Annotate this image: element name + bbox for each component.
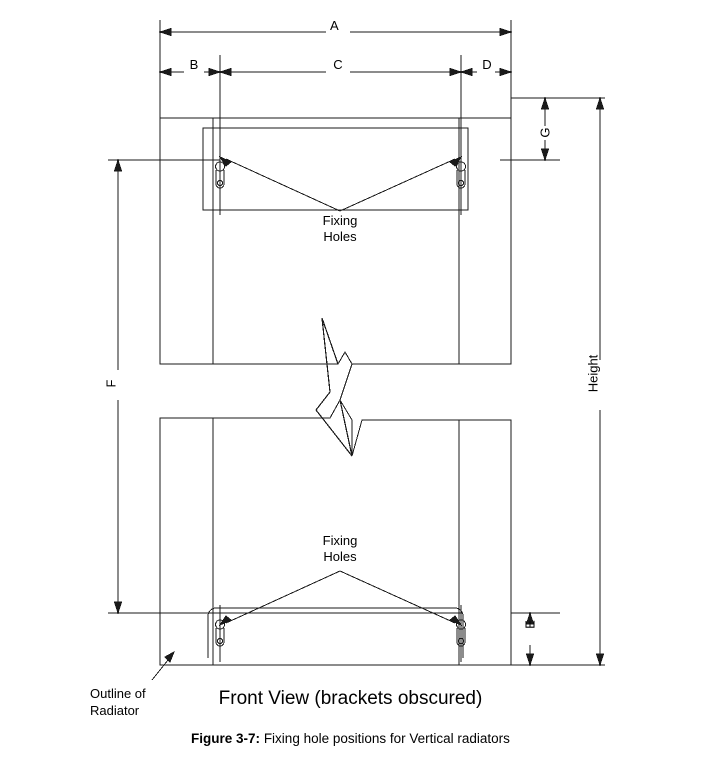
outline-of-radiator-label-line2: Radiator (90, 703, 140, 718)
leader-fixing-holes-bottom (220, 571, 461, 625)
dimension-label-c: C (333, 57, 343, 72)
dimension-label-e: E (522, 620, 538, 629)
fixing-holes-top-label-line2: Holes (323, 229, 357, 244)
figure-caption-text: Fixing hole positions for Vertical radiators (260, 731, 510, 746)
figure-caption (0, 731, 701, 746)
dimension-label-height: Height (585, 354, 601, 393)
break-line-zigzag (316, 318, 352, 456)
bracket-centre-lines (220, 122, 461, 662)
leader-outline-radiator (152, 652, 174, 680)
extension-lines (108, 20, 605, 665)
outline-of-radiator-label-line1: Outline of (90, 686, 146, 701)
dimension-label-b: B (189, 57, 199, 72)
fixing-holes-bottom-label-line2: Holes (323, 549, 357, 564)
radiator-inner-edges (213, 118, 459, 665)
dimension-label-d: D (482, 57, 492, 72)
figure-caption-number: Figure 3-7: (191, 731, 261, 746)
fixing-holes-bottom-label-line1: Fixing (322, 533, 358, 548)
front-view-title: Front View (brackets obscured) (218, 688, 483, 709)
dimension-label-g: G (537, 127, 553, 138)
dimension-label-a: A (330, 18, 339, 33)
top-bracket (203, 128, 468, 210)
dimension-label-f: F (103, 379, 119, 388)
bottom-bracket (208, 608, 463, 658)
leader-fixing-holes-top (220, 157, 461, 211)
fixing-holes-top-label-line1: Fixing (322, 213, 358, 228)
